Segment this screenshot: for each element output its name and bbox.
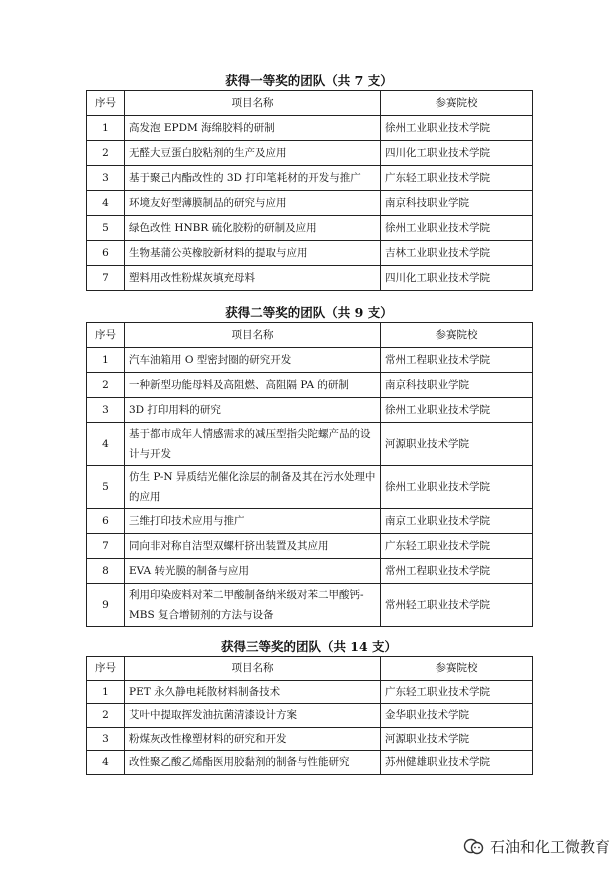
table-row <box>87 348 533 373</box>
row-no: 6 <box>87 509 125 534</box>
row-school: 南京科技职业学院 <box>381 191 533 216</box>
header-name: 项目名称 <box>125 91 381 116</box>
row-school: 南京工业职业技术学院 <box>381 509 533 534</box>
row-no: 9 <box>87 584 125 627</box>
row-school: 四川化工职业技术学院 <box>381 141 533 166</box>
second-prize-section <box>86 304 532 627</box>
row-school: 广东轻工职业技术学院 <box>381 166 533 191</box>
row-no: 5 <box>87 216 125 241</box>
row-name: 生物基蒲公英橡胶新材料的提取与应用 <box>125 241 381 266</box>
third-prize-title: 获得三等奖的团队（共 14 支） <box>220 639 398 654</box>
table-row <box>87 141 533 166</box>
row-school: 金华职业技术学院 <box>381 704 533 728</box>
row-no: 1 <box>87 348 125 373</box>
table-row <box>87 466 533 509</box>
row-no: 2 <box>87 704 125 728</box>
table-row <box>87 166 533 191</box>
wechat-official-account-icon <box>463 838 485 856</box>
row-name: 绿色改性 HNBR 硫化胶粉的研制及应用 <box>125 216 381 241</box>
table-row <box>87 398 533 423</box>
table-header-row <box>87 91 533 116</box>
first-prize-title: 获得一等奖的团队（共 7 支） <box>225 73 393 88</box>
row-school: 河源职业技术学院 <box>381 423 533 466</box>
row-school: 四川化工职业技术学院 <box>381 266 533 291</box>
row-name: 高发泡 EPDM 海绵胶料的研制 <box>125 116 381 141</box>
row-name: 塑料用改性粉煤灰填充母料 <box>125 266 381 291</box>
row-school: 常州工程职业技术学院 <box>381 348 533 373</box>
row-name: 艾叶中提取挥发油抗菌清漆设计方案 <box>125 704 381 728</box>
header-name: 项目名称 <box>125 323 381 348</box>
row-no: 4 <box>87 423 125 466</box>
row-school: 河源职业技术学院 <box>381 727 533 751</box>
header-no: 序号 <box>87 657 125 681</box>
row-no: 1 <box>87 116 125 141</box>
third-prize-section <box>86 638 532 775</box>
header-school: 参赛院校 <box>381 323 533 348</box>
first-prize-table <box>86 90 533 291</box>
table-row <box>87 373 533 398</box>
row-name: 粉煤灰改性橡塑材料的研究和开发 <box>125 727 381 751</box>
row-school: 常州工程职业技术学院 <box>381 559 533 584</box>
row-no: 3 <box>87 398 125 423</box>
row-school: 吉林工业职业技术学院 <box>381 241 533 266</box>
table-header-row <box>87 657 533 681</box>
table-row <box>87 704 533 728</box>
header-school: 参赛院校 <box>381 657 533 681</box>
row-name: 一种新型功能母料及高阻燃、高阻隔 PA 的研制 <box>125 373 381 398</box>
row-no: 2 <box>87 373 125 398</box>
row-no: 2 <box>87 141 125 166</box>
second-prize-table <box>86 322 533 627</box>
row-name: 3D 打印用料的研究 <box>125 398 381 423</box>
row-name: EVA 转光膜的制备与应用 <box>125 559 381 584</box>
first-prize-section <box>86 72 532 291</box>
table-row <box>87 423 533 466</box>
table-row <box>87 534 533 559</box>
row-no: 6 <box>87 241 125 266</box>
third-prize-table <box>86 656 533 775</box>
table-row <box>87 727 533 751</box>
row-school: 广东轻工职业技术学院 <box>381 534 533 559</box>
row-name: 基于聚己内酯改性的 3D 打印笔耗材的开发与推广 <box>125 166 381 191</box>
row-name: 无醛大豆蛋白胶粘剂的生产及应用 <box>125 141 381 166</box>
table-row <box>87 751 533 775</box>
row-no: 7 <box>87 534 125 559</box>
row-school: 徐州工业职业技术学院 <box>381 466 533 509</box>
row-school: 广东轻工职业技术学院 <box>381 680 533 704</box>
header-no: 序号 <box>87 323 125 348</box>
table-header-row <box>87 323 533 348</box>
row-name: 环境友好型薄膜制品的研究与应用 <box>125 191 381 216</box>
table-row <box>87 266 533 291</box>
watermark <box>463 836 610 857</box>
row-school: 苏州健雄职业技术学院 <box>381 751 533 775</box>
row-name: 基于都市成年人情感需求的减压型指尖陀螺产品的设计与开发 <box>125 423 381 466</box>
row-no: 5 <box>87 466 125 509</box>
second-prize-title: 获得二等奖的团队（共 9 支） <box>225 305 393 320</box>
row-name: 同向非对称自洁型双螺杆挤出装置及其应用 <box>125 534 381 559</box>
header-no: 序号 <box>87 91 125 116</box>
table-row <box>87 216 533 241</box>
header-school: 参赛院校 <box>381 91 533 116</box>
row-no: 1 <box>87 680 125 704</box>
row-name: 三维打印技术应用与推广 <box>125 509 381 534</box>
table-row <box>87 116 533 141</box>
row-school: 南京科技职业学院 <box>381 373 533 398</box>
row-name: 汽车油箱用 O 型密封圈的研究开发 <box>125 348 381 373</box>
table-row <box>87 680 533 704</box>
table-row <box>87 584 533 627</box>
row-school: 徐州工业职业技术学院 <box>381 398 533 423</box>
row-no: 4 <box>87 191 125 216</box>
table-row <box>87 191 533 216</box>
row-no: 3 <box>87 727 125 751</box>
row-name: 利用印染废料对苯二甲酸制备纳米级对苯二甲酸钙-MBS 复合增韧剂的方法与设备 <box>125 584 381 627</box>
row-name: 仿生 P-N 异质结光催化涂层的制备及其在污水处理中的应用 <box>125 466 381 509</box>
row-no: 3 <box>87 166 125 191</box>
row-school: 徐州工业职业技术学院 <box>381 116 533 141</box>
row-no: 4 <box>87 751 125 775</box>
row-school: 常州轻工职业技术学院 <box>381 584 533 627</box>
watermark-text: 石油和化工微教育 <box>489 838 610 856</box>
row-name: 改性聚乙酸乙烯酯医用胶黏剂的制备与性能研究 <box>125 751 381 775</box>
table-row <box>87 241 533 266</box>
row-name: PET 永久静电耗散材料制备技术 <box>125 680 381 704</box>
row-school: 徐州工业职业技术学院 <box>381 216 533 241</box>
header-name: 项目名称 <box>125 657 381 681</box>
table-row <box>87 559 533 584</box>
row-no: 7 <box>87 266 125 291</box>
row-no: 8 <box>87 559 125 584</box>
table-row <box>87 509 533 534</box>
